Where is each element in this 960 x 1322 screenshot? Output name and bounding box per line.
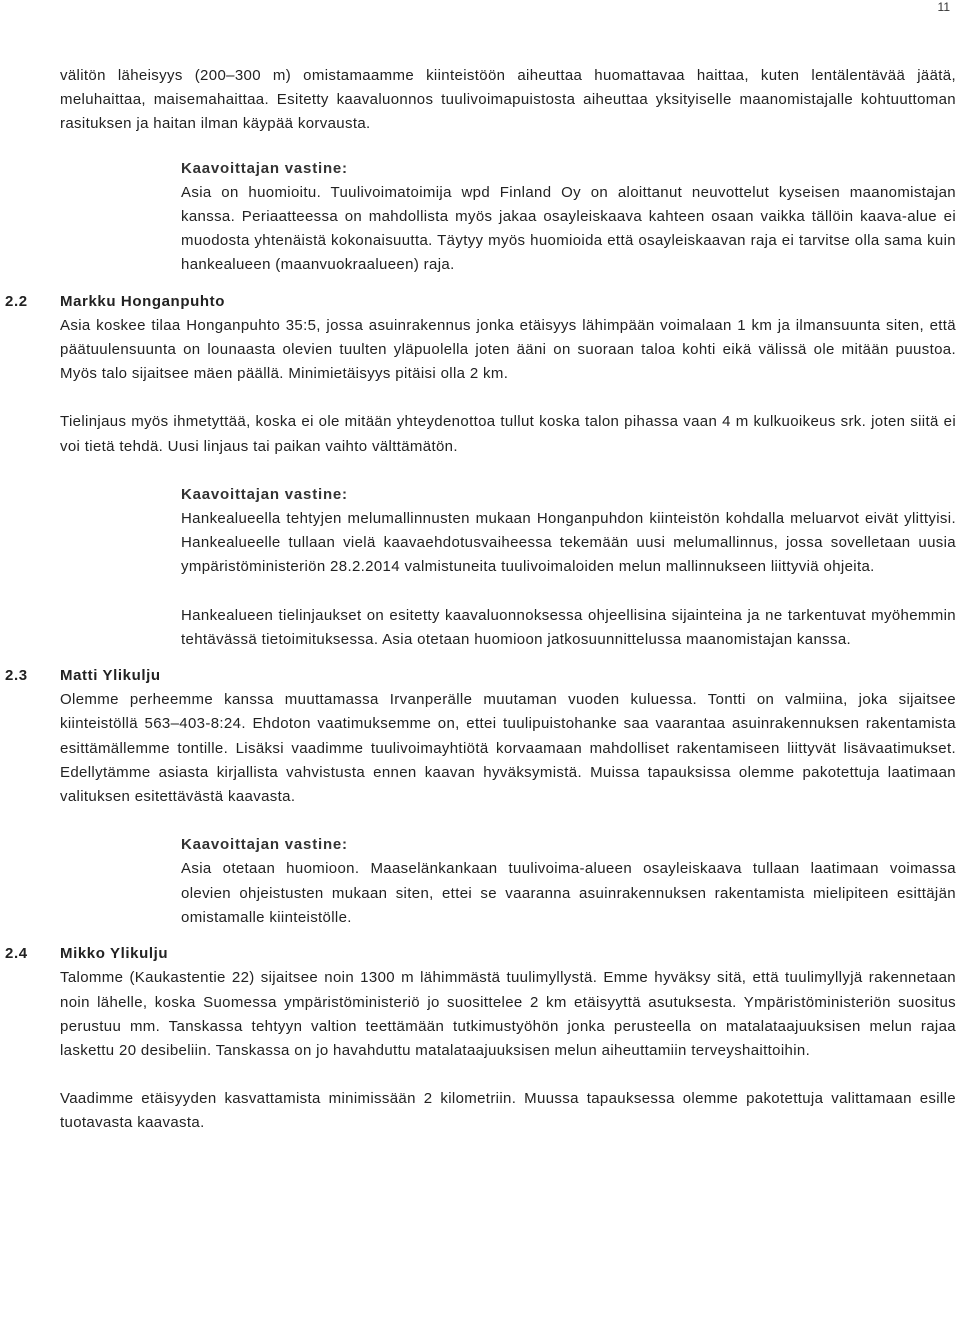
section-paragraph: Olemme perheemme kanssa muuttamassa Irvanperälle muutaman vuoden kuluessa. Tontti on valmiina, joka sijaitsee kiinteistöllä 563–403-8:24. Ehdoton vaatimuksemme on, ettei tuulipuistohanke saa vaarantaa asuinrakennuksen rakentamista esittämällemme tontille. Lisäksi vaadimme tuulivoimayhtiötä korvaamaan mahdolliset rakentamiseen liittyvät lisävaatimukset. Edellytämme asiasta kirjallista vahvistusta ennen kaavan hyväksymistä. Muissa tapauksissa olemme pakotettuja laatimaan valituksen esitettävästä kaavasta.	[60, 691, 956, 806]
section-paragraph: Vaadimme etäisyyden kasvattamista minimissään 2 kilometriin. Muussa tapauksessa olemme pakotettuja valittamaan esille tuotavasta kaavasta.	[60, 1090, 956, 1132]
response-block-1	[181, 157, 956, 278]
section-2-3	[5, 664, 956, 930]
section-number: 2.4	[5, 945, 28, 963]
response-text: Asia otetaan huomioon. Maaselänkankaan tuulivoima-alueen osayleiskaava tullaan laatimaan voimassa olevien ohjeistusten mukaan siten, ettei se vaaranna asuinrakennuksen rakentamista mielipiteen esittäjän omistamalle kiinteistölle.	[181, 860, 956, 926]
section-title: Markku Honganpuhto	[60, 292, 225, 310]
response-block	[181, 483, 956, 652]
response-text: Hankealueen tielinjaukset on esitetty kaavaluonnoksessa ohjeellisina sijainteina ja ne tarkentuvat myöhemmin tehtävässä tietoimituksessa. Asia otetaan huomioon jatkosuunnittelussa maanomistajan kanssa.	[181, 606, 956, 648]
section-title: Matti Ylikulju	[60, 667, 161, 685]
response-text: Hankealueella tehtyjen melumallinnusten mukaan Honganpuhdon kiinteistön kohdalla meluarvot eivät ylittyisi. Hankealueelle tullaan vielä kaavaehdotusvaiheessa tekemään uusi melumallinnus, jossa sovelletaan uusia ympäristöministeriön 28.2.2014 valmistuneita tuulivoimaloiden melun mallinnukseen liittyviä ohjeita.	[181, 510, 956, 576]
section-2-4	[5, 942, 956, 1135]
section-2-2	[5, 290, 956, 652]
section-paragraph: Talomme (Kaukastentie 22) sijaitsee noin 1300 m lähimmästä tuulimyllystä. Emme hyväksy sitä, että tuulimyllyjä rakennetaan noin lähelle, koska Suomessa ympäristöministeriö jo suosittelee 2 km etäisyyttä asutuksesta. Ympäristöministeriön suositus perustuu mm. Tanskassa tehtyyn valtion teettämään tutkimustyöhön jonka perusteella on matalataajuuksisen melun rajaa laskettu 20 desibeliin. Tanskassa on jo havahduttu matalataajuuksisen melun aiheuttamiin terveyshaittoihin.	[60, 969, 956, 1059]
section-title: Mikko Ylikulju	[60, 945, 169, 963]
document-page	[5, 64, 956, 1136]
page-number: 11	[937, 0, 950, 14]
section-number: 2.3	[5, 667, 28, 685]
response-text: Asia on huomioitu. Tuulivoimatoimija wpd Finland Oy on aloittanut neuvottelut kyseisen maanomistajan kanssa. Periaatteessa on mahdollista myös jakaa osayleiskaava kahteen osaan vaikka tällöin kaava-alue ei muodosta yhtenäistä kokonaisuutta. Täytyy myös huomioida että osayleiskaavan raja ei tarvitse olla sama kuin hankealueen (maanvuokraalueen) raja.	[181, 183, 956, 274]
section-paragraph: Tielinjaus myös ihmetyttää, koska ei ole mitään yhteydenottoa tullut koska talon pihassa vaan 4 m kulkuoikeus srk. joten siitä ei voi tietä tehdä. Uusi linjaus tai paikan vaihto välttämätön.	[60, 413, 956, 455]
section-paragraph: Asia koskee tilaa Honganpuhto 35:5, jossa asuinrakennus jonka etäisyys lähimpään voimalaan 1 km ja ilmansuunta siten, että päätuulensuunta on lounaasta olevien tuulten yläpuolella joten ääni on suoraan taloa kohti eikä välissä ole mitään puustoa. Myös talo sijaitsee mäen päällä. Minimietäisyys pitäisi olla 2 km.	[60, 316, 956, 383]
section-number: 2.2	[5, 292, 28, 310]
response-block	[181, 833, 956, 930]
response-label: Kaavoittajan vastine:	[181, 485, 348, 503]
intro-paragraph: välitön läheisyys (200–300 m) omistamaamme kiinteistöön aiheuttaa huomattavaa haittaa, kuten lentälentävää jäätä, meluhaittaa, maisemahaittaa. Esitetty kaavaluonnos tuulivoimapuistosta aiheuttaa yksityiselle maanomistajalle kohtuuttoman rasituksen ja haitan ilman käypää korvausta.	[60, 67, 956, 133]
response-label: Kaavoittajan vastine:	[181, 836, 348, 854]
response-label: Kaavoittajan vastine:	[181, 159, 348, 177]
